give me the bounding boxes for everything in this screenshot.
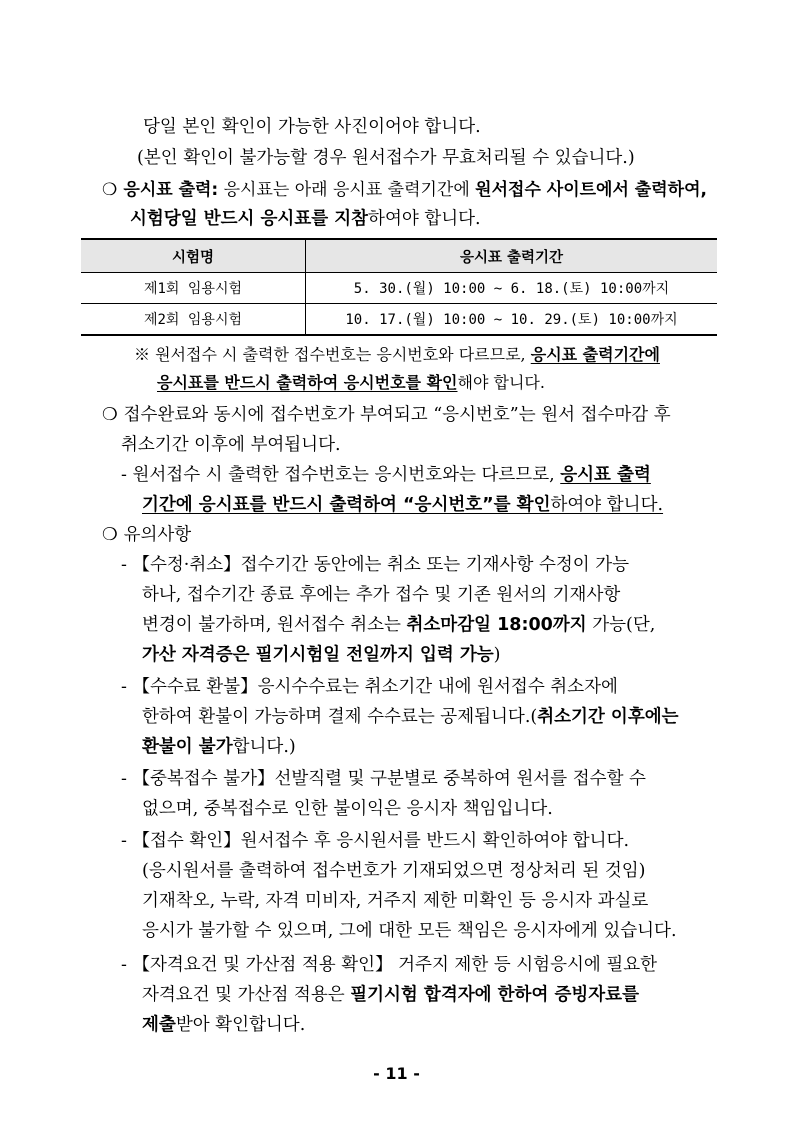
notes-item1-line4-bold: 가산 자격증은 필기시험일 전일까지 입력 가능 (142, 645, 494, 665)
notes-item1-line2: 하나, 접수기간 종료 후에는 추가 접수 및 기존 원서의 기재사항 (142, 585, 621, 605)
receipt-sub-underline-1: 응시표 출력 (560, 465, 651, 485)
notes-heading (102, 523, 191, 547)
notes-item2-line2-text: 한하여 환불이 가능하며 결제 수수료는 공제됩니다.( (142, 707, 538, 727)
note-suffix: 해야 합니다. (457, 373, 545, 392)
notes-item1-line1: - 【수정·취소】접수기간 동안에는 취소 또는 기재사항 수정이 가능 (121, 555, 630, 575)
admission-text-a: 응시표는 아래 응시표 출력기간에 (218, 180, 476, 200)
notes-item3-line1: - 【중복접수 불가】선발직렬 및 구분별로 중복하여 원서를 접수할 수 (121, 769, 646, 789)
notes-item1-line3 (142, 613, 655, 637)
notes-item4-line3: 기재착오, 누락, 자격 미비자, 거주지 제한 미확인 등 응시자 과실로 (142, 891, 649, 911)
notes-item4-line4: 응시가 불가할 수 있으며, 그에 대한 모든 책임은 응시자에게 있습니다. (142, 921, 677, 941)
notes-item3-line2: 없으며, 중복접수로 인한 불이익은 응시자 책임입니다. (142, 799, 553, 819)
note-prefix: ※ 원서접수 시 출력한 접수번호는 응시번호와 다르므로, (134, 345, 531, 364)
circle-bullet-icon: ❍ (102, 525, 118, 545)
circle-bullet-icon: ❍ (102, 180, 118, 200)
table-cell-period: 10. 17.(월) 10:00 ~ 10. 29.(토) 10:00까지 (306, 304, 718, 336)
notes-item1-deadline: 취소마감일 18:00까지 (406, 615, 587, 635)
table-row (81, 304, 717, 336)
table-header-exam: 시험명 (81, 239, 306, 273)
page-number: - 11 - (373, 1064, 420, 1083)
notes-item4-line1: - 【접수 확인】원서접수 후 응시원서를 반드시 확인하여야 합니다. (121, 831, 630, 851)
notes-item2-line1: - 【수수료 환불】응시수수료는 취소기간 내에 원서접수 취소자에 (121, 677, 618, 697)
admission-period-table (81, 238, 717, 336)
note-underline-1: 응시표 출력기간에 (530, 345, 660, 364)
table-cell-exam: 제1회 임용시험 (81, 273, 306, 304)
admission-line-2 (130, 207, 481, 231)
note-line-1 (134, 343, 660, 367)
receipt-sub-line-2 (142, 493, 663, 517)
notes-item1-line4-end: ) (493, 645, 501, 665)
notes-item5-line2 (142, 983, 639, 1007)
table-header-period: 응시표 출력기간 (306, 239, 718, 273)
admission-label: 응시표 출력: (123, 180, 219, 200)
receipt-line-2: 취소기간 이후에 부여됩니다. (121, 435, 341, 455)
notes-item2-line3-text: 합니다.) (232, 737, 296, 757)
notes-item2-line2 (142, 705, 679, 729)
circle-bullet-icon: ❍ (102, 405, 118, 425)
notes-item1-line4 (142, 643, 500, 667)
table-header-row (81, 239, 717, 273)
intro-line-1: 당일 본인 확인이 가능한 사진이어야 합니다. (143, 117, 481, 137)
admission-line-1 (102, 178, 707, 202)
notes-item4-line2: (응시원서를 출력하여 접수번호가 기재되었으면 정상처리 된 것임) (142, 861, 646, 881)
note-line-2 (157, 371, 545, 395)
notes-item1-line3-end: 가능(단, (586, 615, 656, 635)
notes-title: 유의사항 (123, 525, 192, 545)
notes-item5-line2-bold: 필기시험 합격자에 한하여 증빙자료를 (350, 985, 639, 1005)
admission-bold-b: 시험당일 반드시 응시표를 지참 (130, 209, 369, 229)
notes-item2-line3 (142, 735, 296, 759)
notes-item5-line3 (142, 1013, 305, 1037)
table-cell-period: 5. 30.(월) 10:00 ~ 6. 18.(토) 10:00까지 (306, 273, 718, 304)
admission-bold-a: 원서접수 사이트에서 출력하여, (475, 180, 707, 200)
notes-item2-line2-bold: 취소기간 이후에는 (537, 707, 679, 727)
note-underline-2: 응시표를 반드시 출력하여 응시번호를 확인 (157, 373, 458, 392)
notes-item5-line1: - 【자격요건 및 가산점 적용 확인】 거주지 제한 등 시험응시에 필요한 (121, 955, 658, 975)
notes-item5-line2-text: 자격요건 및 가산점 적용은 (142, 985, 351, 1005)
notes-item5-line3-bold: 제출 (142, 1015, 176, 1035)
intro-line-2: (본인 확인이 불가능할 경우 원서접수가 무효처리될 수 있습니다.) (137, 148, 635, 168)
notes-item5-line3-text: 받아 확인합니다. (175, 1015, 306, 1035)
receipt-sub-prefix: - 원서접수 시 출력한 접수번호는 응시번호와는 다르므로, (121, 465, 561, 485)
receipt-sub-suffix: 하여야 합니다. (550, 495, 664, 515)
notes-item2-line3-bold: 환불이 불가 (142, 737, 233, 757)
receipt-text-1: 접수완료와 동시에 접수번호가 부여되고 “응시번호”는 원서 접수마감 후 (123, 405, 671, 425)
receipt-sub-line-1 (121, 463, 651, 487)
receipt-line-1 (102, 403, 671, 427)
table-row (81, 273, 717, 304)
receipt-sub-underline-2: 기간에 응시표를 반드시 출력하여 “응시번호”를 확인 (142, 495, 551, 515)
admission-text-b: 하여야 합니다. (368, 209, 481, 229)
table-cell-exam: 제2회 임용시험 (81, 304, 306, 336)
notes-item1-line3-text: 변경이 불가하며, 원서접수 취소는 (142, 615, 407, 635)
